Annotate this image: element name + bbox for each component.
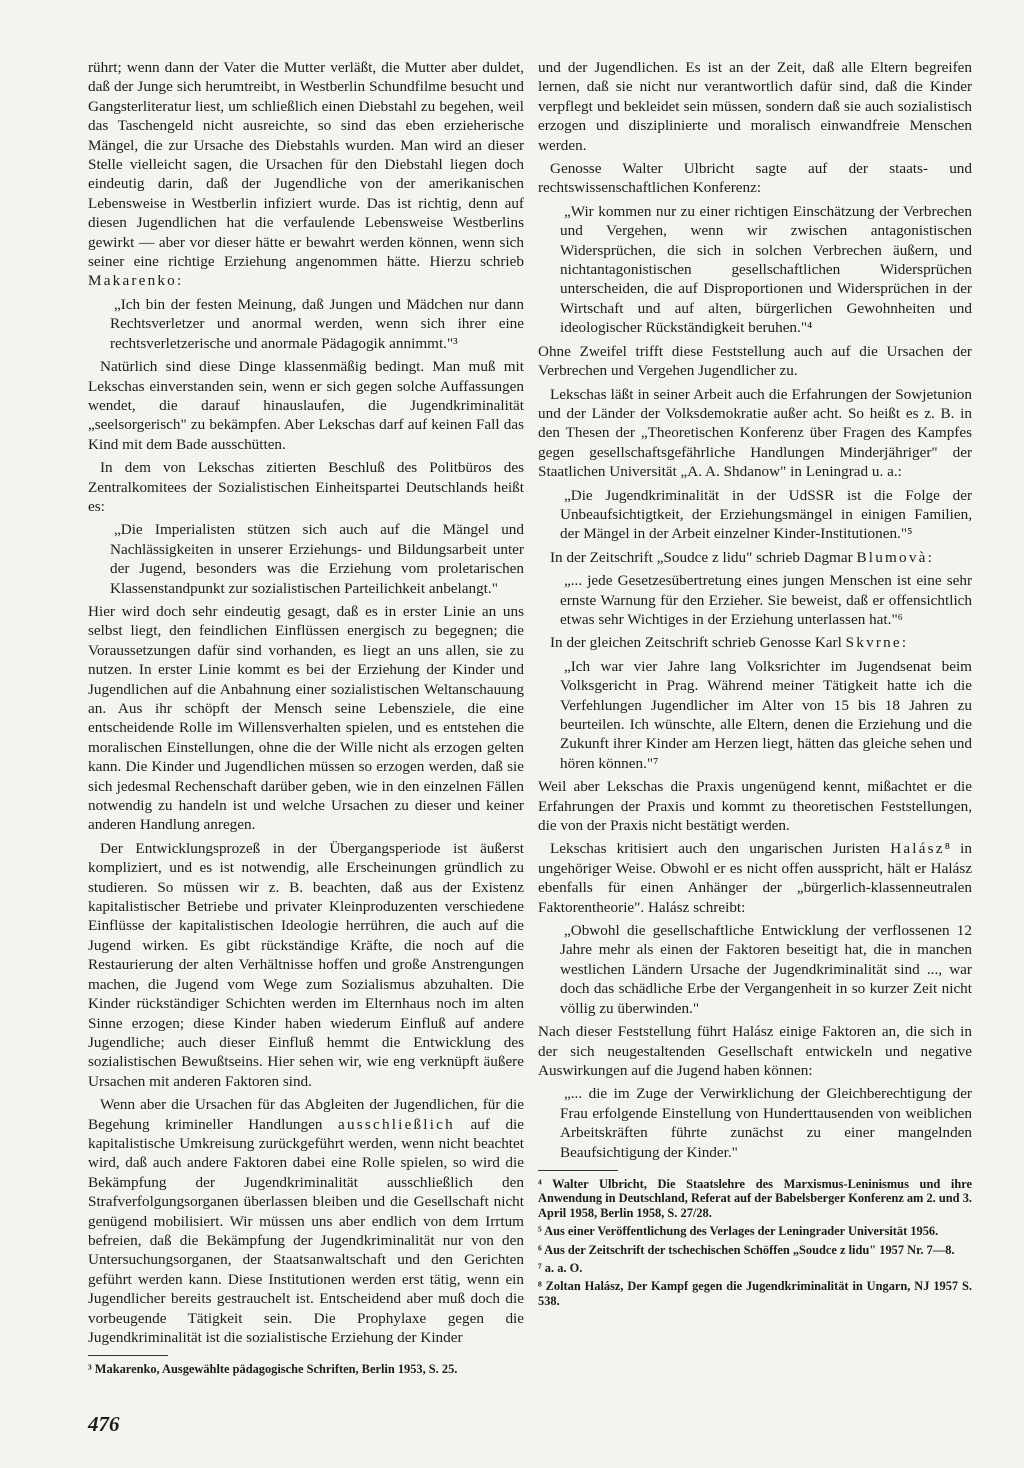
quotation: „Die Imperialisten stützen sich auch auf die Mängel und Nachlässigkeiten in unserer Erziehungs- und Bildungsarbeit unter der Jugend, besonders was die Erziehung vom proletarischen Klassenstandpunkt zur sozialistischen Parteilichkeit anbelangt." bbox=[110, 521, 524, 597]
quotation: „Wir kommen nur zu einer richtigen Einschätzung der Verbrechen und Vergehen, wenn wir zwischen antagonistischen Widersprüchen, die sich in solchen Verbrechen äußern, und nichtantagonistischen gesellschaftlichen Widersprüchen unterscheiden, die auf Disproportionen und Widersprüchen in der Wirtschaft und auf alten, bürgerlichen Gewohnheiten und ideologischer Rückständigkeit beruhen."⁴ bbox=[560, 202, 972, 337]
page-number: 476 bbox=[88, 1412, 120, 1436]
paragraph: Ohne Zweifel trifft diese Feststellung auch auf die Ursachen der Verbrechen und Vergehen Jugendlicher zu. bbox=[538, 342, 972, 380]
quotation: „... die im Zuge der Verwirklichung der Gleichberechtigung der Frau erfolgende Einstellung von Hunderttausenden von weiblichen Arbeitskräften führte zunächst zu einer mangelnden Beaufsichtigung der Kinder." bbox=[560, 1085, 972, 1161]
paragraph: rührt; wenn dann der Vater die Mutter verläßt, die Mutter aber duldet, daß der Junge sich herumtreibt, in Westberlin Schundfilme besucht und Gangsterliteratur liest, um schließlich einen Diebstahl zu begehen, weil das Taschengeld nicht ausreichte, so sind das eben erzieherische Mängel, die zur Ursache des Diebstahls wurden. Man wird an dieser Stelle vielleicht sagen, die Ursachen für den Diebstahl liegen doch eindeutig darin, daß der Jugendliche von der amerikanischen Lebensweise in Westberlin infiziert wurde. Das ist richtig, denn auf diesen Jugendlichen hat die verfaulende Lebensweise Westberlins gewirkt — aber vor dieser hätte er bewahrt werden können, wenn sich seiner eine richtige Erziehung angenommen hätte. Hierzu schrieb Makarenko: bbox=[88, 59, 524, 290]
author-name: Skvrne bbox=[845, 634, 902, 652]
paragraph: Hier wird doch sehr eindeutig gesagt, daß es in erster Linie an uns selbst liegt, den feindlichen Einflüssen energisch zu begegnen; die Voraussetzungen dafür sind vorhanden, es liegt an uns allen, sie zu nutzen. In erster Linie kommt es bei der Erziehung der Kinder und Jugendlichen auf die Anbahnung einer sozialistischen Weltanschauung an. Aus ihr schöpft der Mensch seine Lebensziele, die eine entscheidende Rolle im Willensverhalten spielen, und es entstehen die moralischen Einstellungen, ohne die der Wille nicht als erzogen gelten kann. Die Kinder und Jugendlichen müssen so erzogen werden, daß sie sich jedesmal Rechenschaft darüber geben, wie in den einzelnen Fällen notwendig zu handeln ist und welche Ursachen zu dieser und keiner anderen Handlung anregen. bbox=[88, 602, 524, 834]
footnote: ⁷ a. a. O. bbox=[538, 1260, 583, 1275]
paragraph: Der Entwicklungsprozeß in der Übergangsperiode ist äußerst kompliziert, und es ist notwendig, alle Erscheinungen gründlich zu studieren. So müssen wir z. B. beachten, daß aus der Existenz kapitalistischer Betriebe und privater Kleinproduzenten verschiedene Einflüsse der kapitalistischen Ideologie herrühren, die auch auf die Jugend wirken. Es gibt rückständige Kräfte, die noch auf die Restaurierung der alten Verhältnisse hoffen und große Anstrengungen machen, die Jugend vom Wege zum Sozialismus abzuhalten. Die Kinder rückständiger Schichten werden im Elternhaus noch im alten Sinne erzogen; diese Kinder haben wiederum Einfluß auf andere Jugendliche; auch dieser Einfluß hemmt die Entwicklung des sozialistischen Bewußtseins. Hier sehen wir, wie eng verknüpft äußere Ursachen mit anderen Faktoren sind. bbox=[88, 839, 524, 1090]
paragraph: und der Jugendlichen. Es ist an der Zeit, daß alle Eltern begreifen lernen, daß sie nicht nur verantwortlich dafür sind, daß die Kinder verpflegt und bekleidet sein müssen, sondern daß sie auch sozialistisch erzogen und disziplinierte und moralisch einwandfreie Menschen werden. bbox=[538, 59, 972, 154]
quotation: „Die Jugendkriminalität in der UdSSR ist die Folge der Unbeaufsichtigtkeit, der Erziehungsmängel in einigen Familien, der Mängel in der Arbeit einzelner Kinder-Institutionen."⁵ bbox=[560, 486, 972, 543]
footnote: ⁸ Zoltan Halász, Der Kampf gegen die Jugendkriminalität in Ungarn, NJ 1957 S. 538. bbox=[538, 1279, 972, 1308]
right-column bbox=[538, 58, 972, 1312]
author-name: Blumovà bbox=[856, 548, 928, 566]
paragraph: In der Zeitschrift „Soudce z lidu" schrieb Dagmar Blumovà: bbox=[550, 548, 932, 566]
paragraph: In dem von Lekschas zitierten Beschluß des Politbüros des Zentralkomitees der Sozialistischen Einheitspartei Deutschlands heißt es: bbox=[88, 459, 524, 515]
quotation: „Ich bin der festen Meinung, daß Jungen und Mädchen nur dann Rechtsverletzer und anormal werden, wenn sich ihrer eine rechtsverletzerische und anormale Pädagogik annimmt."³ bbox=[110, 295, 524, 352]
quotation: „Obwohl die gesellschaftliche Entwicklung der verflossenen 12 Jahre mehr als einen der Faktoren beseitigt hat, die in manchen westlichen Ländern Ursache der Jugendkriminalität sind ..., war doch das schädliche Erbe der Vergangenheit in so kurzer Zeit nicht völlig zu überwinden." bbox=[560, 922, 972, 1017]
paragraph: In der gleichen Zeitschrift schrieb Genosse Karl Skvrne: bbox=[550, 634, 907, 652]
paragraph: Lekschas läßt in seiner Arbeit auch die Erfahrungen der Sowjetunion und der Länder der Volksdemokratie außer acht. So heißt es z. B. in den Thesen der „Theoretischen Konferenz über Fragen des Kampfes gegen gesellschaftsgefährliche Handlungen Minderjähriger" der Staatlichen Universität „A. A. Shdanow" in Leningrad u. a.: bbox=[538, 385, 972, 481]
footnote: ⁶ Aus der Zeitschrift der tschechischen Schöffen „Soudce z lidu" 1957 Nr. 7—8. bbox=[538, 1242, 955, 1257]
emphasis: ausschließlich bbox=[338, 1115, 455, 1133]
paragraph: Nach dieser Feststellung führt Halász einige Faktoren an, die sich in der sich neugestaltenden Gesellschaft entwickeln und negative Auswirkungen auf die Jugend haben können: bbox=[538, 1023, 972, 1079]
quotation: „Ich war vier Jahre lang Volksrichter im Jugendsenat beim Volksgericht in Prag. Während meiner Tätigkeit hatte ich die Verfehlungen Jugendlicher im Alter von 15 bis 18 Jahren zu beurteilen. Ich wünschte, alle Eltern, denen die Erziehung und die Zukunft ihrer Kinder am Herzen liegt, hätten das gleiche sehen und hören können."⁷ bbox=[560, 657, 972, 772]
footnote-divider bbox=[88, 1355, 168, 1356]
footnote-divider bbox=[538, 1170, 618, 1171]
footnote: ³ Makarenko, Ausgewählte pädagogische Schriften, Berlin 1953, S. 25. bbox=[88, 1362, 458, 1377]
quotation: „... jede Gesetzesübertretung eines jungen Menschen ist eine sehr ernste Warnung für den Erzieher. Sie beweist, daß er offensichtlich etwas sehr Wichtiges in der Erziehung unterlassen hat."⁶ bbox=[560, 572, 972, 628]
paragraph: Weil aber Lekschas die Praxis ungenügend kennt, mißachtet er die Erfahrungen der Praxis und kommt zu theoretischen Feststellungen, die von der Praxis nicht bestätigt werden. bbox=[538, 778, 972, 835]
left-column bbox=[88, 58, 524, 1381]
paragraph: Wenn aber die Ursachen für das Abgleiten der Jugendlichen, für die Begehung krimineller Handlungen ausschließlich auf die kapitalistische Umkreisung zurückgeführt werden, wenn nicht beachtet wird, daß auch andere Faktoren dabei eine Rolle spielen, so wird die Bekämpfung der Jugendkriminalität ausschließlich den Strafverfolgungsorganen überlassen bleiben und die Gesellschaft nicht genügend mobilisiert. Wir müssen uns aber endlich von dem Irrtum befreien, daß die Bekämpfung der Jugendkriminalität nur von den Untersuchungsorganen, der Staatsanwaltschaft und den Gerichten geführt werden kann. Diese Institutionen werden erst tätig, wenn ein Jugendlicher bereits gestrauchelt ist. Entscheidend aber muß doch die vorbeugende Tätigkeit sein. Die Prophylaxe gegen die Jugendkriminalität ist die sozialistische Erziehung der Kinder bbox=[88, 1096, 525, 1346]
footnote: ⁵ Aus einer Veröffentlichung des Verlages der Leningrader Universität 1956. bbox=[538, 1224, 939, 1239]
footnote: ⁴ Walter Ulbricht, Die Staatslehre des Marxismus-Leninismus und ihre Anwendung in Deutschland, Referat auf der Babelsberger Konferenz am 2. und 3. April 1958, Berlin 1958, S. 27/28. bbox=[538, 1176, 972, 1220]
paragraph: Natürlich sind diese Dinge klassenmäßig bedingt. Man muß mit Lekschas einverstanden sein, wenn er sich gegen solche Auffassungen wendet, die darauf hinauslaufen, die Jugendkriminalität „seelsorgerisch" zu bekämpfen. Aber Lekschas darf auf keinen Fall das Kind mit dem Bade ausschütten. bbox=[88, 358, 524, 453]
paragraph: Lekschas kritisiert auch den ungarischen Juristen Halász⁸ in ungehöriger Weise. Obwohl er es nicht offen ausspricht, hält er Halász ebenfalls für einen Anhänger der „bürgerlich-klassenneutralen Faktorentheorie". Halász schreibt: bbox=[538, 840, 972, 916]
author-name: Halász bbox=[890, 840, 945, 858]
author-name: Makarenko bbox=[88, 272, 177, 290]
paragraph: Genosse Walter Ulbricht sagte auf der staats- und rechtswissenschaftlichen Konferenz: bbox=[538, 160, 972, 197]
